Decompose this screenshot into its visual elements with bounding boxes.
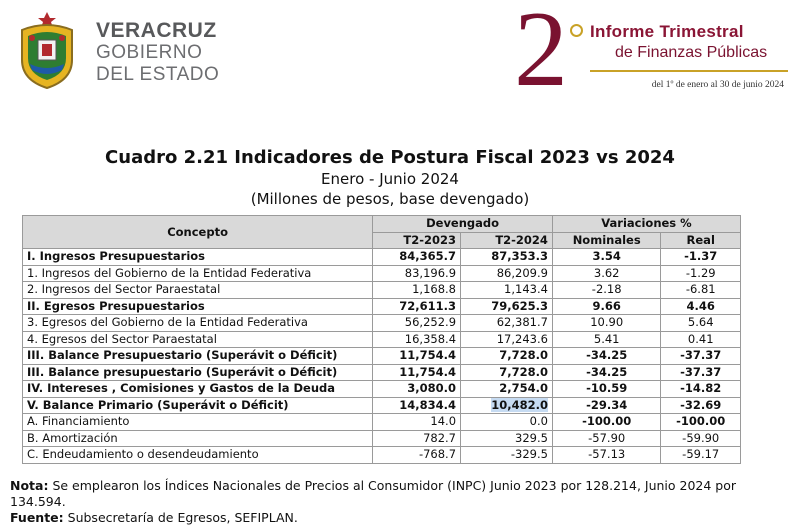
table-row: [23, 414, 741, 431]
cell-concepto: I. Ingresos Presupuestarios: [23, 249, 373, 266]
cell-t2-2024: 7,728.0: [461, 348, 553, 365]
logo-line-1: VERACRUZ: [96, 19, 217, 42]
cell-t2-2024: 79,625.3: [461, 298, 553, 315]
header-t2-2024: T2-2024: [461, 232, 553, 249]
cell-real: -59.90: [661, 430, 741, 447]
header-nominales: Nominales: [552, 232, 660, 249]
cell-concepto: A. Financiamiento: [23, 414, 373, 431]
cell-concepto: V. Balance Primario (Superávit o Déficit): [23, 397, 373, 414]
table-row: [23, 249, 741, 266]
logo-wordmark: [96, 20, 219, 86]
cell-nominales: 10.90: [552, 315, 660, 332]
report-period: del 1º de enero al 30 de junio 2024: [651, 80, 784, 90]
report-title: Informe Trimestral: [590, 22, 744, 41]
cell-nominales: -10.59: [552, 381, 660, 398]
cell-nominales: 3.54: [552, 249, 660, 266]
cell-real: -32.69: [661, 397, 741, 414]
cell-concepto: IV. Intereses , Comisiones y Gastos de la Deuda: [23, 381, 373, 398]
cell-t2-2024: 2,754.0: [461, 381, 553, 398]
cell-real: -6.81: [661, 282, 741, 299]
cell-nominales: 3.62: [552, 265, 660, 282]
table-row: [23, 265, 741, 282]
table-subtitle: Enero - Junio 2024: [321, 170, 459, 188]
source-text: Subsecretaría de Egresos, SEFIPLAN.: [67, 510, 298, 525]
cell-t2-2023: 14.0: [373, 414, 461, 431]
report-number: 2: [514, 0, 568, 109]
table-title: Cuadro 2.21 Indicadores de Postura Fiscal 2023 vs 2024: [105, 147, 675, 168]
source-line: [10, 510, 790, 526]
table-units: (Millones de pesos, base devengado): [250, 190, 530, 208]
cell-concepto: III. Balance Presupuestario (Superávit o Déficit): [23, 348, 373, 365]
cell-real: -37.37: [661, 348, 741, 365]
cell-concepto: 1. Ingresos del Gobierno de la Entidad Federativa: [23, 265, 373, 282]
header-divider: [590, 70, 788, 72]
table-row: [23, 381, 741, 398]
cell-t2-2024: 86,209.9: [461, 265, 553, 282]
cell-t2-2024: [461, 397, 553, 414]
report-subtitle: de Finanzas Públicas: [615, 44, 768, 61]
cell-concepto: II. Egresos Presupuestarios: [23, 298, 373, 315]
cell-t2-2023: 3,080.0: [373, 381, 461, 398]
note-line: [10, 478, 790, 510]
cell-t2-2024: 7,728.0: [461, 364, 553, 381]
cell-real: -59.17: [661, 447, 741, 464]
cell-concepto: B. Amortización: [23, 430, 373, 447]
header-variaciones: Variaciones %: [552, 216, 740, 233]
cell-nominales: -29.34: [552, 397, 660, 414]
ordinal-mark: [570, 24, 583, 37]
cell-concepto: 3. Egresos del Gobierno de la Entidad Federativa: [23, 315, 373, 332]
table-row: [23, 348, 741, 365]
table-row: [23, 447, 741, 464]
cell-concepto: 2. Ingresos del Sector Paraestatal: [23, 282, 373, 299]
cell-nominales: -57.13: [552, 447, 660, 464]
state-crest-icon: [12, 8, 82, 90]
fiscal-indicators-table: [22, 215, 741, 464]
cell-real: 5.64: [661, 315, 741, 332]
cell-t2-2023: 11,754.4: [373, 348, 461, 365]
cell-real: -1.37: [661, 249, 741, 266]
cell-nominales: -34.25: [552, 348, 660, 365]
cell-nominales: -2.18: [552, 282, 660, 299]
cell-t2-2024: 87,353.3: [461, 249, 553, 266]
table-row: [23, 298, 741, 315]
report-header: [0, 0, 800, 110]
cell-t2-2023: 14,834.4: [373, 397, 461, 414]
cell-t2-2023: 16,358.4: [373, 331, 461, 348]
highlighted-value: 10,482.0: [491, 397, 548, 412]
table-row: [23, 430, 741, 447]
cell-t2-2023: -768.7: [373, 447, 461, 464]
cell-t2-2024: 0.0: [461, 414, 553, 431]
cell-real: -100.00: [661, 414, 741, 431]
cell-concepto: 4. Egresos del Sector Paraestatal: [23, 331, 373, 348]
cell-nominales: -34.25: [552, 364, 660, 381]
cell-t2-2024: 17,243.6: [461, 331, 553, 348]
cell-t2-2023: 1,168.8: [373, 282, 461, 299]
table-notes: [10, 478, 790, 526]
cell-real: -1.29: [661, 265, 741, 282]
cell-concepto: III. Balance presupuestario (Superávit o Déficit): [23, 364, 373, 381]
cell-t2-2024: 62,381.7: [461, 315, 553, 332]
cell-t2-2023: 56,252.9: [373, 315, 461, 332]
cell-nominales: 9.66: [552, 298, 660, 315]
logo-line-3: DEL ESTADO: [96, 64, 220, 85]
cell-nominales: 5.41: [552, 331, 660, 348]
table-row: [23, 315, 741, 332]
cell-real: 0.41: [661, 331, 741, 348]
table-row: [23, 331, 741, 348]
cell-nominales: -57.90: [552, 430, 660, 447]
cell-nominales: -100.00: [552, 414, 660, 431]
table-row: [23, 364, 741, 381]
table-row: [23, 397, 741, 414]
cell-t2-2023: 72,611.3: [373, 298, 461, 315]
table-row: [23, 282, 741, 299]
source-label: Fuente:: [10, 510, 64, 525]
logo-line-2: GOBIERNO: [96, 42, 203, 63]
cell-real: 4.46: [661, 298, 741, 315]
cell-t2-2023: 782.7: [373, 430, 461, 447]
cell-t2-2024: 329.5: [461, 430, 553, 447]
header-real: Real: [661, 232, 741, 249]
header-concepto: Concepto: [23, 216, 373, 249]
note-label: Nota:: [10, 478, 49, 493]
cell-t2-2023: 83,196.9: [373, 265, 461, 282]
cell-t2-2023: 84,365.7: [373, 249, 461, 266]
note-text: Se emplearon los Índices Nacionales de Precios al Consumidor (INPC) Junio 2023 por 128.214, Junio 2024 por 134.594.: [10, 478, 737, 509]
cell-concepto: C. Endeudamiento o desendeudamiento: [23, 447, 373, 464]
cell-t2-2024: -329.5: [461, 447, 553, 464]
header-t2-2023: T2-2023: [373, 232, 461, 249]
cell-t2-2024: 1,143.4: [461, 282, 553, 299]
cell-real: -37.37: [661, 364, 741, 381]
cell-t2-2023: 11,754.4: [373, 364, 461, 381]
header-devengado: Devengado: [373, 216, 553, 233]
cell-real: -14.82: [661, 381, 741, 398]
